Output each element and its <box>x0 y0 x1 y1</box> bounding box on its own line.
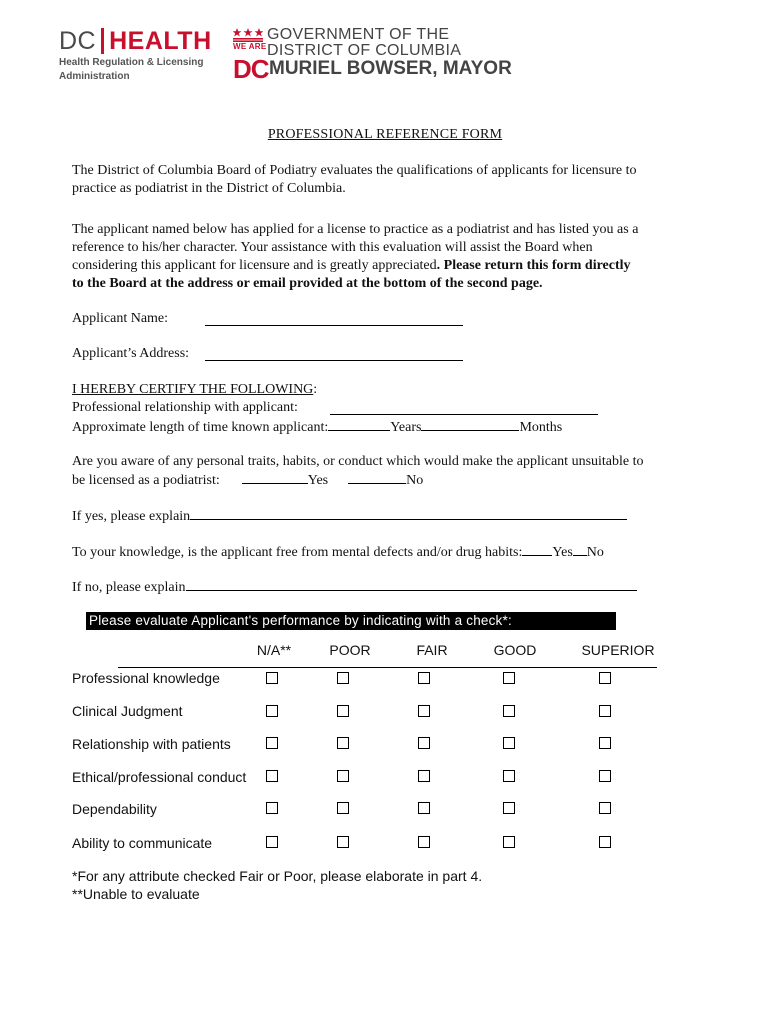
we-are-text: WE ARE <box>233 42 267 51</box>
mental-yes-label: Yes <box>552 545 573 560</box>
checkbox-ethical-superior[interactable] <box>599 770 611 782</box>
request-paragraph <box>72 221 692 293</box>
certify-colon: : <box>313 382 318 397</box>
mental-question-row <box>72 543 604 561</box>
checkbox-clinical-judgment-na[interactable] <box>266 705 278 717</box>
traits-line-1: Are you aware of any personal traits, habits, or conduct which would make the applicant unsuitable to <box>72 454 644 469</box>
checkbox-relationship-poor[interactable] <box>337 737 349 749</box>
mental-question-label: To your knowledge, is the applicant free from mental defects and/or drug habits: <box>72 545 523 560</box>
logo-subtitle-2: Administration <box>59 71 130 82</box>
mental-no-label: No <box>586 545 604 560</box>
if-no-row <box>72 578 637 596</box>
traits-yes-label: Yes <box>307 473 329 488</box>
months-label: Months <box>519 420 563 435</box>
footnote-unable: **Unable to evaluate <box>72 886 200 902</box>
row-label-clinical-judgment: Clinical Judgment <box>72 703 183 719</box>
row-label-relationship-with-patients: Relationship with patients <box>72 736 231 752</box>
checkbox-dependability-na[interactable] <box>266 802 278 814</box>
traits-no-field[interactable] <box>348 471 406 484</box>
request-bold-2: to the Board at the address or email provided at the bottom of the second page. <box>72 276 543 291</box>
checkbox-relationship-na[interactable] <box>266 737 278 749</box>
request-line-3 <box>72 257 692 275</box>
traits-line-2-text: be licensed as a podiatrist: <box>72 473 220 488</box>
checkbox-ethical-fair[interactable] <box>418 770 430 782</box>
intro-line-2: practice as podiatrist in the District of Columbia. <box>72 181 346 196</box>
checkbox-professional-knowledge-poor[interactable] <box>337 672 349 684</box>
relationship-field[interactable] <box>330 402 598 415</box>
row-label-dependability: Dependability <box>72 801 157 817</box>
applicant-name-label: Applicant Name: <box>72 311 169 326</box>
checkbox-ethical-poor[interactable] <box>337 770 349 782</box>
applicant-name-row <box>72 311 168 327</box>
years-field[interactable] <box>328 418 390 431</box>
traits-no-label: No <box>406 473 424 488</box>
header-rule <box>118 667 657 668</box>
dc-government-logo <box>233 26 512 84</box>
row-label-ethical-conduct: Ethical/professional conduct <box>72 769 247 785</box>
checkbox-clinical-judgment-poor[interactable] <box>337 705 349 717</box>
row-label-ability-to-communicate: Ability to communicate <box>72 835 213 851</box>
logo-dc-text: DC <box>59 26 97 55</box>
request-line-1: The applicant named below has applied for a license to practice as a podiatrist and has listed you as a <box>72 222 639 237</box>
column-superior: SUPERIOR <box>581 642 655 658</box>
checkbox-communicate-good[interactable] <box>503 836 515 848</box>
request-line-2: reference to his/her character. Your assistance with this evaluation will assist the Board when <box>72 240 593 255</box>
form-title: PROFESSIONAL REFERENCE FORM <box>267 127 503 142</box>
checkbox-communicate-fair[interactable] <box>418 836 430 848</box>
if-yes-row <box>72 507 627 525</box>
column-na: N/A** <box>256 642 292 658</box>
traits-question <box>72 453 712 490</box>
certify-heading <box>72 382 317 398</box>
request-line-3-text: considering this applicant for licensure and is greatly appreciated <box>72 258 437 273</box>
checkbox-dependability-poor[interactable] <box>337 802 349 814</box>
checkbox-professional-knowledge-fair[interactable] <box>418 672 430 684</box>
logo-subtitle-1: Health Regulation & Licensing <box>59 57 204 68</box>
checkbox-professional-knowledge-na[interactable] <box>266 672 278 684</box>
intro-line-1: The District of Columbia Board of Podiatry evaluates the qualifications of applicants for licensure to <box>72 163 637 178</box>
traits-line-2 <box>72 471 712 490</box>
length-known-row <box>72 418 562 436</box>
if-yes-label: If yes, please explain <box>72 509 191 524</box>
dc-health-logo <box>59 27 219 87</box>
checkbox-communicate-poor[interactable] <box>337 836 349 848</box>
mental-no-field[interactable] <box>573 543 587 556</box>
applicant-address-label: Applicant’s Address: <box>72 346 190 361</box>
length-known-label: Approximate length of time known applicant: <box>72 420 329 435</box>
checkbox-relationship-fair[interactable] <box>418 737 430 749</box>
if-yes-explain-field[interactable] <box>190 507 627 520</box>
months-field[interactable] <box>421 418 519 431</box>
column-poor: POOR <box>329 642 371 658</box>
relationship-label: Professional relationship with applicant: <box>72 400 298 415</box>
applicant-address-field[interactable] <box>205 348 463 361</box>
years-label: Years <box>390 420 422 435</box>
row-label-professional-knowledge: Professional knowledge <box>72 670 220 686</box>
gov-title-line1: GOVERNMENT OF THE <box>267 26 450 43</box>
footnote-fair-poor: *For any attribute checked Fair or Poor, please elaborate in part 4. <box>72 868 483 884</box>
checkbox-ethical-good[interactable] <box>503 770 515 782</box>
evaluation-banner: Please evaluate Applicant's performance by indicating with a check*: <box>86 612 616 630</box>
if-no-explain-field[interactable] <box>186 578 637 591</box>
checkbox-dependability-fair[interactable] <box>418 802 430 814</box>
checkbox-professional-knowledge-good[interactable] <box>503 672 515 684</box>
checkbox-clinical-judgment-superior[interactable] <box>599 705 611 717</box>
if-no-label: If no, please explain <box>72 580 186 595</box>
mayor-name: MURIEL BOWSER, MAYOR <box>269 58 512 79</box>
column-good: GOOD <box>493 642 537 658</box>
checkbox-clinical-judgment-good[interactable] <box>503 705 515 717</box>
checkbox-communicate-superior[interactable] <box>599 836 611 848</box>
applicant-name-field[interactable] <box>205 313 463 326</box>
checkbox-dependability-good[interactable] <box>503 802 515 814</box>
checkbox-relationship-good[interactable] <box>503 737 515 749</box>
stars-and-bars-icon <box>233 28 263 42</box>
request-bold-1: . Please return this form directly <box>436 258 631 273</box>
applicant-address-row <box>72 346 189 362</box>
checkbox-clinical-judgment-fair[interactable] <box>418 705 430 717</box>
mental-yes-field[interactable] <box>522 543 552 556</box>
logo-divider <box>101 28 104 54</box>
checkbox-dependability-superior[interactable] <box>599 802 611 814</box>
checkbox-ethical-na[interactable] <box>266 770 278 782</box>
relationship-row <box>72 400 298 416</box>
traits-yes-field[interactable] <box>242 471 308 484</box>
checkbox-communicate-na[interactable] <box>266 836 278 848</box>
checkbox-relationship-superior[interactable] <box>599 737 611 749</box>
intro-paragraph <box>72 162 692 198</box>
gov-title-line2: DISTRICT OF COLUMBIA <box>267 42 462 59</box>
certify-heading-text: I HEREBY CERTIFY THE FOLLOWING <box>72 382 314 397</box>
column-fair: FAIR <box>416 642 448 658</box>
gov-dc-text: DC <box>233 54 269 84</box>
logo-health-text: HEALTH <box>109 26 212 55</box>
checkbox-professional-knowledge-superior[interactable] <box>599 672 611 684</box>
